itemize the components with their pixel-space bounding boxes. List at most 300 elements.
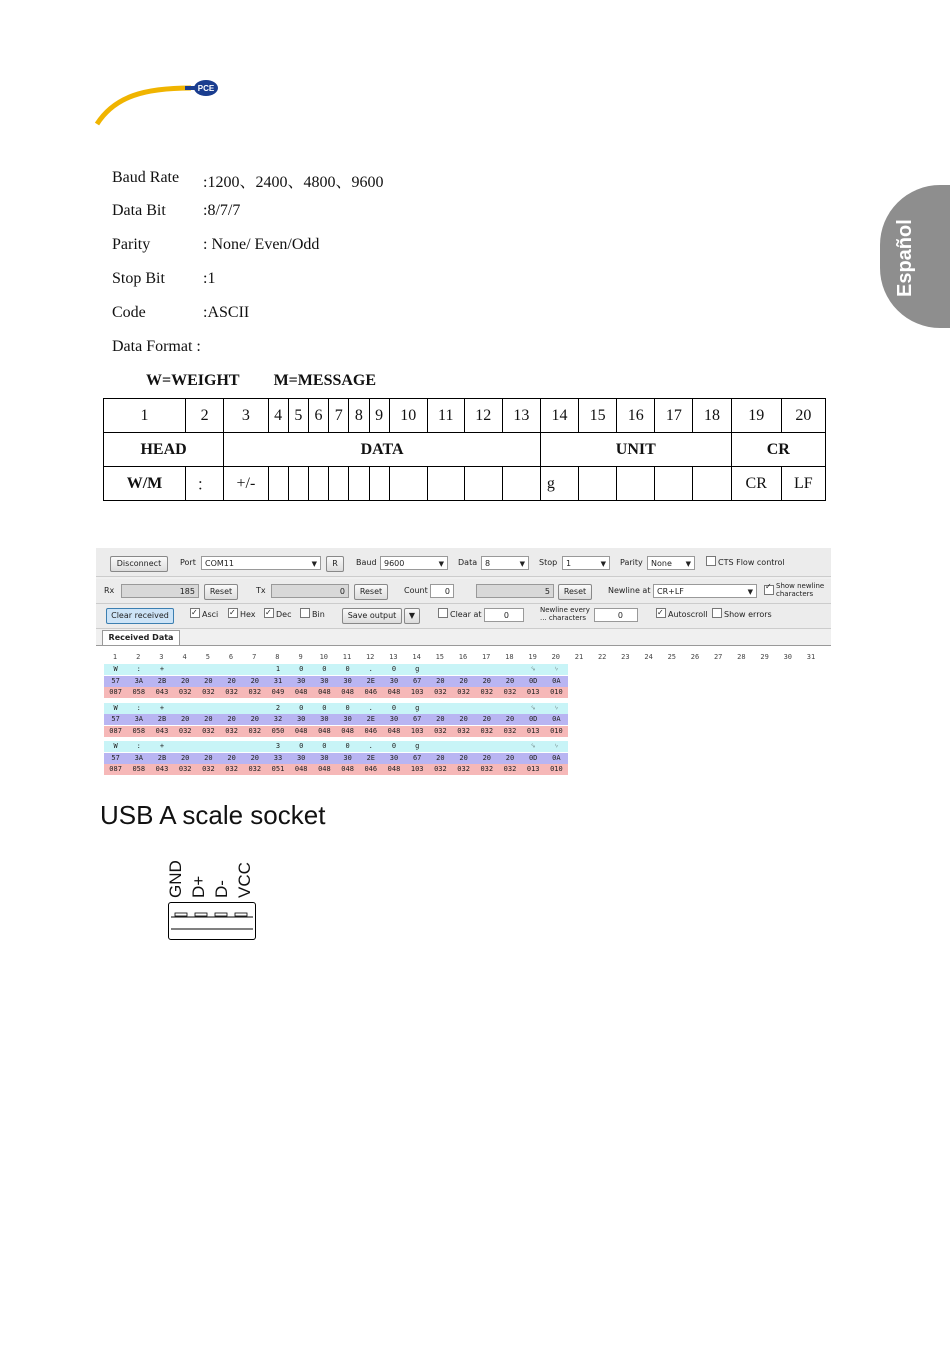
hex-cell: 0D — [522, 714, 545, 725]
column-number: 6 — [228, 653, 234, 661]
newline-every-input[interactable]: 0 — [594, 608, 638, 622]
pin-dplus-label: D+ — [189, 875, 208, 898]
checkbox-icon — [264, 608, 274, 618]
group-unit: UNIT — [540, 433, 731, 467]
save-output-dropdown[interactable] — [404, 608, 420, 624]
svg-text:PCE: PCE — [197, 84, 215, 93]
dec-cell: 051 — [266, 764, 289, 775]
ascii-cell — [174, 741, 197, 752]
clear-at-input[interactable]: 0 — [484, 608, 524, 622]
position-cell: 8 — [349, 399, 369, 433]
pin-gnd-label: GND — [166, 860, 185, 898]
ascii-cell: g — [406, 664, 429, 675]
ascii-cell: : — [127, 703, 150, 714]
chevron-down-icon: ▼ — [438, 560, 444, 568]
ascii-cell — [498, 664, 521, 675]
dec-cell: 032 — [452, 687, 475, 698]
hex-cell: 30 — [313, 714, 336, 725]
example-lf: LF — [781, 467, 825, 501]
tab-received-data[interactable]: Received Data — [102, 630, 180, 645]
dec-cell: 032 — [452, 764, 475, 775]
hex-cell: 30 — [313, 753, 336, 764]
ascii-cell — [174, 664, 197, 675]
ascii-cell: : — [127, 741, 150, 752]
ascii-cell: ␊ — [545, 741, 568, 752]
empty-cell — [427, 467, 464, 501]
example-cr: CR — [731, 467, 781, 501]
hex-cell: 67 — [406, 714, 429, 725]
empty-cell — [579, 467, 617, 501]
dec-cell: 032 — [220, 764, 243, 775]
dec-cell: 048 — [290, 687, 313, 698]
position-row — [104, 399, 826, 433]
newline-at-label: Newline at — [608, 586, 651, 595]
column-number: 19 — [528, 653, 537, 661]
position-cell: 4 — [268, 399, 288, 433]
ascii-cell: g — [406, 741, 429, 752]
autoscroll-checkbox[interactable]: ✓ Autoscroll — [656, 608, 708, 622]
ascii-cell: ␊ — [545, 703, 568, 714]
ascii-cell: 0 — [313, 664, 336, 675]
dec-cell: 087 — [104, 726, 127, 737]
hex-cell: 20 — [429, 753, 452, 764]
group-cr: CR — [731, 433, 825, 467]
hex-cell: 2E — [359, 676, 382, 687]
hex-cell: 0A — [545, 753, 568, 764]
empty-cell — [464, 467, 502, 501]
count-input[interactable]: 0 — [430, 584, 454, 598]
column-number: 26 — [690, 653, 700, 661]
column-number: 5 — [205, 653, 210, 661]
ascii-cell — [243, 703, 266, 714]
hex-cell: 20 — [243, 714, 266, 725]
dec-cell: 013 — [522, 764, 545, 775]
ascii-cell — [197, 741, 220, 752]
hex-cell: 30 — [382, 753, 405, 764]
ascii-cell: 1 — [266, 664, 289, 675]
ascii-cell — [475, 703, 498, 714]
dec-cell: 046 — [359, 764, 382, 775]
hex-cell: 57 — [104, 714, 127, 725]
pin-vcc-label: VCC — [235, 862, 254, 898]
stop-bits-select[interactable]: 1 ▼ — [562, 556, 610, 570]
hex-checkbox[interactable]: ✓ Hex — [228, 608, 256, 622]
dec-cell: 043 — [150, 726, 173, 737]
pce-logo — [95, 78, 225, 128]
ascii-cell — [429, 741, 452, 752]
ascii-cell: W — [104, 703, 127, 714]
hex-cell: 20 — [475, 676, 498, 687]
hex-cell: 20 — [452, 676, 475, 687]
dec-cell: 032 — [220, 687, 243, 698]
count-label: Count — [404, 586, 428, 595]
ascii-cell: ␍ — [522, 664, 545, 675]
empty-cell — [389, 467, 427, 501]
ascii-cell: 3 — [266, 741, 289, 752]
hex-cell: 20 — [174, 753, 197, 764]
empty-cell — [308, 467, 328, 501]
position-cell: 3 — [224, 399, 268, 433]
dec-cell: 032 — [197, 764, 220, 775]
hex-cell: 20 — [220, 714, 243, 725]
ascii-cell — [475, 741, 498, 752]
dec-cell: 032 — [174, 687, 197, 698]
dec-cell: 043 — [150, 687, 173, 698]
dec-cell: 032 — [429, 764, 452, 775]
hex-cell: 2E — [359, 714, 382, 725]
column-number: 12 — [365, 653, 375, 661]
column-number: 13 — [389, 653, 398, 661]
port-select[interactable]: COM11 ▼ — [201, 556, 321, 570]
column-number: 30 — [783, 653, 793, 661]
column-number: 20 — [551, 653, 561, 661]
setting-code: Code — [112, 304, 146, 321]
column-number: 4 — [182, 653, 187, 661]
dec-cell: 048 — [336, 687, 359, 698]
checkbox-icon — [764, 585, 774, 595]
newline-every-label: Newline every ... characters — [540, 606, 590, 622]
hex-cell: 2B — [150, 676, 173, 687]
stop-label: Stop — [539, 558, 558, 567]
checkbox-icon — [656, 608, 666, 618]
ascii-cell: 0 — [290, 741, 313, 752]
example-sign: +/- — [224, 467, 268, 501]
hex-cell: 2E — [359, 753, 382, 764]
empty-cell — [288, 467, 308, 501]
parity-select[interactable]: None ▼ — [647, 556, 695, 570]
hex-cell: 20 — [174, 714, 197, 725]
dec-cell: 087 — [104, 687, 127, 698]
ascii-cell — [220, 703, 243, 714]
hex-cell: 30 — [336, 753, 359, 764]
position-cell: 11 — [427, 399, 464, 433]
hex-cell: 30 — [382, 676, 405, 687]
position-cell: 2 — [186, 399, 224, 433]
format-legend: W=WEIGHT M=MESSAGE — [146, 372, 377, 389]
example-colon: ： — [186, 467, 224, 501]
hex-cell: 30 — [382, 714, 405, 725]
checkbox-icon — [706, 556, 716, 566]
dec-cell: 049 — [266, 687, 289, 698]
group-head: HEAD — [104, 433, 224, 467]
checkbox-icon — [712, 608, 722, 618]
dec-cell: 048 — [382, 687, 405, 698]
column-number: 22 — [597, 653, 607, 661]
position-cell: 20 — [781, 399, 825, 433]
dec-checkbox[interactable]: ✓ Dec — [264, 608, 291, 622]
data-format-table — [103, 398, 826, 501]
ascii-cell — [243, 664, 266, 675]
hex-cell: 0D — [522, 676, 545, 687]
column-number: 31 — [806, 653, 816, 661]
ascii-cell: + — [150, 741, 173, 752]
clear-at-checkbox[interactable]: Clear at — [438, 608, 482, 622]
language-tab — [880, 185, 950, 328]
position-cell: 5 — [288, 399, 308, 433]
column-number: 23 — [621, 653, 630, 661]
column-number: 27 — [713, 653, 723, 661]
setting-code-value: :ASCII — [203, 304, 250, 321]
dec-cell: 048 — [336, 764, 359, 775]
dec-cell: 032 — [498, 687, 521, 698]
ascii-cell — [197, 703, 220, 714]
hex-cell: 20 — [220, 676, 243, 687]
hex-cell: 67 — [406, 753, 429, 764]
hex-cell: 30 — [336, 676, 359, 687]
ascii-cell: . — [359, 741, 382, 752]
hex-cell: 20 — [498, 676, 521, 687]
tx-label: Tx — [256, 586, 266, 595]
dec-cell: 103 — [406, 687, 429, 698]
hex-cell: 32 — [266, 714, 289, 725]
ascii-cell: g — [406, 703, 429, 714]
ascii-cell: W — [104, 664, 127, 675]
hex-cell: 57 — [104, 753, 127, 764]
newline-at-select[interactable]: CR+LF ▼ — [653, 584, 757, 598]
rx-reset-button[interactable]: Reset — [204, 584, 238, 600]
hex-cell: 33 — [266, 753, 289, 764]
hex-cell: 3A — [127, 676, 150, 687]
ascii-cell — [429, 664, 452, 675]
port-label: Port — [180, 558, 196, 567]
setting-data-bit: Data Bit — [112, 202, 166, 219]
column-number: 2 — [136, 653, 141, 661]
ascii-cell — [197, 664, 220, 675]
position-cell: 10 — [389, 399, 427, 433]
dec-cell: 048 — [290, 726, 313, 737]
empty-cell — [329, 467, 349, 501]
hex-cell: 20 — [174, 676, 197, 687]
empty-cell — [693, 467, 731, 501]
rx-label: Rx — [104, 586, 115, 595]
group-row — [104, 433, 826, 467]
cts-flow-control-checkbox[interactable]: CTS Flow control — [706, 556, 785, 570]
dec-cell: 032 — [452, 726, 475, 737]
column-number: 9 — [298, 653, 303, 661]
ascii-cell — [220, 741, 243, 752]
dec-cell: 032 — [475, 726, 498, 737]
hex-cell: 30 — [313, 676, 336, 687]
ascii-cell — [452, 741, 475, 752]
dec-cell: 048 — [313, 726, 336, 737]
hex-cell: 0A — [545, 714, 568, 725]
checkbox-icon — [190, 608, 200, 618]
hex-cell: 20 — [197, 753, 220, 764]
dec-cell: 058 — [127, 764, 150, 775]
dec-cell: 032 — [498, 764, 521, 775]
dec-cell: 087 — [104, 764, 127, 775]
hex-cell: 3A — [127, 714, 150, 725]
ascii-cell: W — [104, 741, 127, 752]
ascii-cell: : — [127, 664, 150, 675]
usb-section-title: USB A scale socket — [100, 800, 326, 830]
ascii-cell: 0 — [382, 741, 405, 752]
hex-cell: 3A — [127, 753, 150, 764]
hex-cell: 30 — [336, 714, 359, 725]
column-number: 8 — [275, 653, 280, 661]
hex-cell: 0A — [545, 676, 568, 687]
hex-cell: 20 — [452, 714, 475, 725]
save-output-button[interactable]: Save output — [342, 608, 402, 624]
hex-cell: 20 — [429, 714, 452, 725]
hex-cell: 20 — [475, 714, 498, 725]
checkbox-icon — [300, 608, 310, 618]
dec-cell: 032 — [429, 687, 452, 698]
ascii-cell — [452, 664, 475, 675]
dec-cell: 032 — [498, 726, 521, 737]
tx-reset-button[interactable]: Reset — [354, 584, 388, 600]
dec-cell: 048 — [336, 726, 359, 737]
dec-cell: 058 — [127, 687, 150, 698]
ascii-cell — [452, 703, 475, 714]
position-cell: 13 — [502, 399, 540, 433]
dec-cell: 050 — [266, 726, 289, 737]
chevron-down-icon: ▼ — [311, 560, 317, 568]
ascii-cell: 0 — [290, 703, 313, 714]
chevron-down-icon: ▼ — [519, 560, 525, 568]
dec-cell: 013 — [522, 726, 545, 737]
ascii-cell: 0 — [336, 741, 359, 752]
empty-cell — [369, 467, 389, 501]
position-cell: 16 — [617, 399, 655, 433]
hex-cell: 20 — [197, 714, 220, 725]
hex-cell: 31 — [266, 676, 289, 687]
hex-cell: 20 — [243, 676, 266, 687]
ascii-cell — [475, 664, 498, 675]
empty-cell — [617, 467, 655, 501]
dec-cell: 046 — [359, 687, 382, 698]
hex-cell: 0D — [522, 753, 545, 764]
ascii-cell: . — [359, 664, 382, 675]
dec-cell: 010 — [545, 726, 568, 737]
ascii-cell: + — [150, 703, 173, 714]
position-cell: 17 — [655, 399, 693, 433]
column-number: 25 — [667, 653, 677, 661]
ascii-cell — [174, 703, 197, 714]
chevron-down-icon: ▼ — [600, 560, 606, 568]
setting-baud-rate-value: :1200、2400、4800、9600 — [203, 174, 384, 191]
ascii-cell — [243, 741, 266, 752]
hex-cell: 20 — [197, 676, 220, 687]
clear-received-button[interactable]: Clear received — [106, 608, 174, 624]
ascii-cell: 0 — [313, 741, 336, 752]
setting-parity-value: : None/ Even/Odd — [203, 236, 320, 253]
checkbox-icon — [228, 608, 238, 618]
hex-cell: 20 — [475, 753, 498, 764]
dec-cell: 032 — [197, 726, 220, 737]
terminal-screenshot — [96, 548, 831, 780]
setting-stop-bit-value: :1 — [203, 270, 216, 287]
position-cell: 18 — [693, 399, 731, 433]
ascii-cell — [498, 741, 521, 752]
display-toolbar — [96, 604, 831, 629]
position-cell: 12 — [464, 399, 502, 433]
hex-cell: 20 — [429, 676, 452, 687]
ascii-cell: 0 — [382, 664, 405, 675]
hex-cell: 30 — [290, 676, 313, 687]
dec-cell: 032 — [220, 726, 243, 737]
rx-counter: 185 — [121, 584, 199, 598]
column-number: 28 — [737, 653, 746, 661]
hex-cell: 57 — [104, 676, 127, 687]
column-number: 17 — [481, 653, 491, 661]
ascii-cell: 0 — [313, 703, 336, 714]
example-row — [104, 467, 826, 501]
tx-counter: 0 — [271, 584, 349, 598]
language-tab-label: Español — [894, 219, 916, 297]
position-cell: 9 — [369, 399, 389, 433]
dec-cell: 010 — [545, 687, 568, 698]
hex-cell: 20 — [498, 753, 521, 764]
ascii-cell: 2 — [266, 703, 289, 714]
baud-select[interactable]: 9600 ▼ — [380, 556, 448, 570]
column-number: 29 — [760, 653, 769, 661]
show-newline-checkbox[interactable]: ✓ Show newline characters — [764, 582, 830, 598]
ascii-cell: 0 — [382, 703, 405, 714]
empty-cell — [268, 467, 288, 501]
count-reset-button[interactable]: Reset — [558, 584, 592, 600]
dec-cell: 010 — [545, 764, 568, 775]
bin-checkbox[interactable]: Bin — [300, 608, 325, 622]
ascii-cell: 0 — [336, 664, 359, 675]
dec-cell: 048 — [290, 764, 313, 775]
connection-toolbar — [96, 548, 831, 577]
position-cell: 7 — [329, 399, 349, 433]
position-cell: 14 — [540, 399, 578, 433]
dec-cell: 048 — [313, 687, 336, 698]
data-bits-select[interactable]: 8 ▼ — [481, 556, 529, 570]
column-number: 1 — [112, 653, 118, 661]
dec-cell: 032 — [429, 726, 452, 737]
hex-cell: 67 — [406, 676, 429, 687]
column-number: 11 — [342, 653, 352, 661]
ascii-cell: . — [359, 703, 382, 714]
setting-parity: Parity — [112, 236, 151, 253]
example-unit: g — [540, 467, 578, 501]
dec-cell: 046 — [359, 726, 382, 737]
chevron-down-icon: ▼ — [747, 588, 753, 596]
chevron-down-icon: ▼ — [685, 560, 691, 568]
asci-checkbox[interactable]: ✓ Asci — [190, 608, 218, 622]
count-bar: 5 — [476, 584, 554, 598]
column-number: 3 — [159, 653, 164, 661]
show-errors-checkbox[interactable]: Show errors — [712, 608, 772, 622]
hex-cell: 20 — [220, 753, 243, 764]
position-cell: 19 — [731, 399, 781, 433]
baud-label: Baud — [356, 558, 377, 567]
usb-socket-diagram — [168, 902, 256, 940]
position-cell: 15 — [579, 399, 617, 433]
ascii-cell: 0 — [290, 664, 313, 675]
dec-cell: 103 — [406, 764, 429, 775]
disconnect-button[interactable]: Disconnect — [110, 556, 168, 572]
example-wm: W/M — [104, 467, 186, 501]
dec-cell: 032 — [174, 726, 197, 737]
ascii-cell — [429, 703, 452, 714]
position-cell: 6 — [308, 399, 328, 433]
setting-data-format: Data Format : — [112, 338, 201, 355]
ascii-cell: ␍ — [522, 741, 545, 752]
ascii-cell: ␊ — [545, 664, 568, 675]
dec-cell: 048 — [313, 764, 336, 775]
hex-cell: 30 — [290, 714, 313, 725]
column-number: 15 — [435, 653, 445, 661]
dec-cell: 032 — [475, 687, 498, 698]
refresh-ports-button[interactable]: R — [326, 556, 344, 572]
data-label: Data — [458, 558, 478, 567]
hex-cell: 20 — [243, 753, 266, 764]
counters-toolbar — [96, 579, 831, 604]
